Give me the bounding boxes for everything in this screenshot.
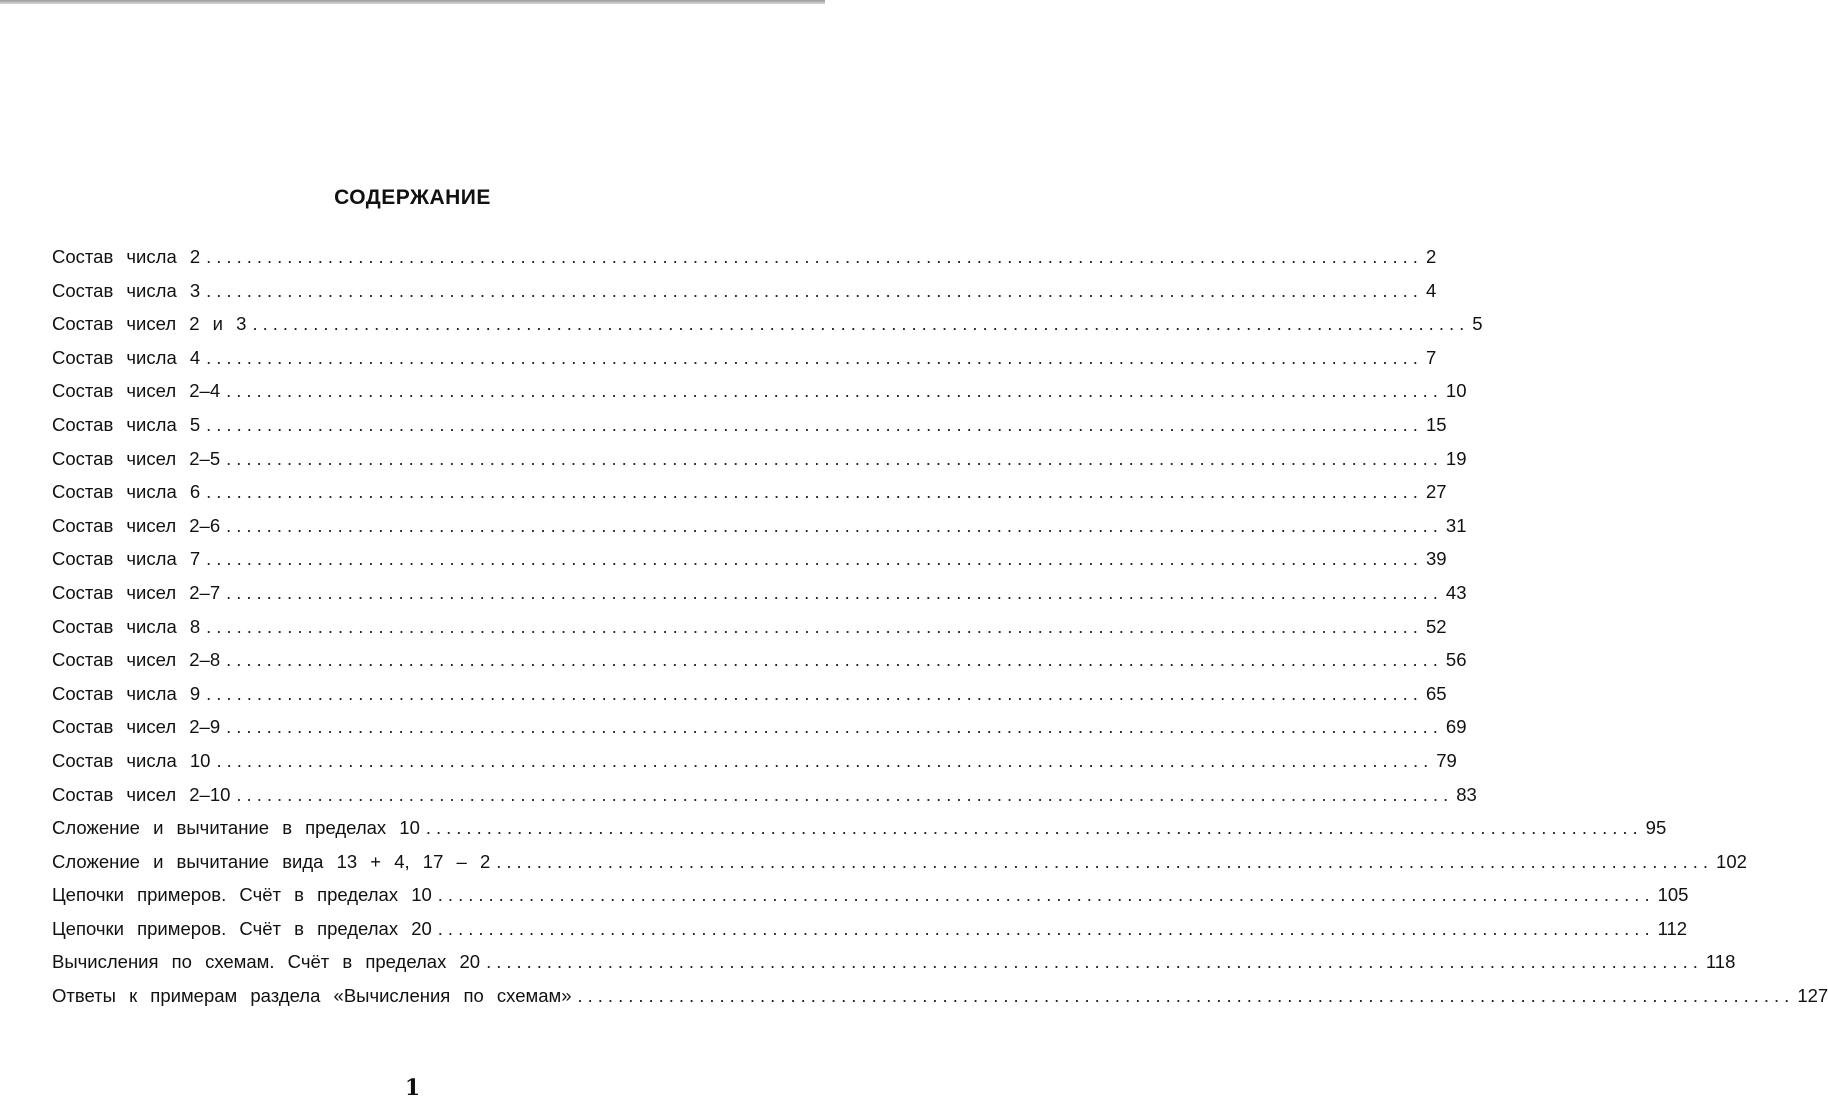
- toc-entry: [52, 744, 1457, 778]
- toc-dot-leader: ........................................................................................................................: [206, 615, 1423, 637]
- toc-entry-title: Состав числа 3: [52, 279, 201, 301]
- toc-entry-title: Состав чисел 2–10: [52, 783, 231, 805]
- toc-entry: [52, 845, 1747, 879]
- toc-entry-title: Состав числа 8: [52, 615, 201, 637]
- toc-entry-page: 127: [1797, 985, 1828, 1007]
- page-top-edge: [0, 0, 825, 4]
- toc-entry-title: Состав числа 4: [52, 346, 201, 368]
- toc-dot-leader: ........................................................................................................................: [226, 514, 1443, 536]
- toc-entry: [52, 811, 1667, 845]
- toc-dot-leader: ........................................................................................................................: [226, 380, 1443, 402]
- toc-entry: [52, 677, 1447, 711]
- toc-entry: [52, 878, 1689, 912]
- toc-entry-page: 19: [1445, 447, 1467, 469]
- toc-entry-title: Состав числа 7: [52, 548, 201, 570]
- toc-entry-title: Состав чисел 2–6: [52, 514, 221, 536]
- toc-entry-title: Сложение и вычитание в пределах 10: [52, 817, 420, 839]
- toc-entry-page: 7: [1425, 346, 1437, 368]
- toc-entry-page: 2: [1425, 246, 1437, 267]
- toc-entry-title: Состав числа 6: [52, 481, 201, 503]
- toc-entry-page: 118: [1705, 951, 1736, 973]
- toc-entry-title: Состав чисел 2 и 3: [52, 313, 247, 335]
- toc-entry-page: 69: [1445, 716, 1467, 738]
- toc-entry: [52, 710, 1467, 744]
- toc-entry-page: 4: [1425, 279, 1437, 301]
- toc-entry-page: 56: [1445, 649, 1467, 671]
- toc-entry: [52, 912, 1688, 946]
- toc-entry: [52, 509, 1467, 543]
- toc-entry-page: 83: [1456, 783, 1477, 805]
- toc-dot-leader: ........................................................................................................................: [206, 346, 1423, 368]
- toc-dot-leader: ........................................................................................................................: [206, 413, 1423, 435]
- toc-dot-leader: ........................................................................................................................: [252, 313, 1470, 335]
- toc-entry-page: 79: [1436, 749, 1457, 771]
- toc-dot-leader: ........................................................................................................................: [206, 481, 1423, 503]
- toc-entry-page: 65: [1425, 682, 1447, 704]
- toc-entry: [52, 374, 1467, 408]
- toc-entry: [52, 408, 1447, 442]
- toc-dot-leader: ........................................................................................................................: [206, 246, 1423, 267]
- toc-entry-page: 27: [1425, 481, 1447, 503]
- toc-dot-leader: ........................................................................................................................: [437, 917, 1655, 939]
- toc-entry-page: 105: [1657, 884, 1689, 906]
- toc-entry-title: Ответы к примерам раздела «Вычисления по схемам»: [52, 985, 572, 1007]
- page-number: 1: [404, 1075, 421, 1101]
- toc-entry: [52, 341, 1437, 375]
- toc-dot-leader: ........................................................................................................................: [226, 447, 1443, 469]
- toc-entry-title: Состав числа 10: [52, 749, 211, 771]
- toc-dot-leader: ........................................................................................................................: [216, 749, 1434, 771]
- toc-dot-leader: ........................................................................................................................: [226, 581, 1443, 603]
- toc-entry-title: Состав чисел 2–4: [52, 380, 221, 402]
- toc-entry-page: 52: [1425, 615, 1447, 637]
- toc-entry: [52, 778, 1477, 812]
- toc-entry-title: Сложение и вычитание вида 13 + 4, 17 – 2: [52, 850, 491, 872]
- toc-entry-title: Цепочки примеров. Счёт в пределах 10: [52, 884, 432, 906]
- toc-entry-title: Состав чисел 2–8: [52, 649, 221, 671]
- toc-entry: [52, 542, 1447, 576]
- toc-dot-leader: ........................................................................................................................: [577, 985, 1795, 1007]
- toc-entry-title: Вычисления по схемам. Счёт в пределах 20: [52, 951, 481, 973]
- toc-dot-leader: ........................................................................................................................: [206, 682, 1423, 704]
- toc-dot-leader: ........................................................................................................................: [236, 783, 1454, 805]
- toc-entry-title: Состав числа 2: [52, 246, 201, 267]
- toc-entry: [52, 240, 1437, 274]
- toc-entry-title: Состав чисел 2–9: [52, 716, 221, 738]
- toc-entry-page: 15: [1425, 413, 1447, 435]
- toc-entry-title: Цепочки примеров. Счёт в пределах 20: [52, 917, 432, 939]
- toc-entry-page: 43: [1445, 581, 1467, 603]
- toc-dot-leader: ........................................................................................................................: [206, 279, 1423, 301]
- toc-dot-leader: ........................................................................................................................: [486, 951, 1703, 973]
- toc-entry: [52, 610, 1447, 644]
- table-of-contents: [52, 240, 1828, 1013]
- toc-entry-title: Состав числа 9: [52, 682, 201, 704]
- toc-entry: [52, 945, 1736, 979]
- toc-entry: [52, 576, 1467, 610]
- toc-dot-leader: ........................................................................................................................: [425, 817, 1643, 839]
- page-title: СОДЕРЖАНИЕ: [334, 186, 491, 209]
- toc-entry: [52, 643, 1467, 677]
- toc-entry-page: 39: [1425, 548, 1447, 570]
- toc-entry: [52, 979, 1828, 1013]
- toc-dot-leader: ........................................................................................................................: [437, 884, 1655, 906]
- toc-entry-page: 10: [1445, 380, 1467, 402]
- toc-entry: [52, 274, 1437, 308]
- toc-entry: [52, 475, 1447, 509]
- toc-entry-title: Состав чисел 2–7: [52, 581, 221, 603]
- toc-entry-page: 31: [1445, 514, 1467, 536]
- toc-entry-title: Состав чисел 2–5: [52, 447, 221, 469]
- toc-dot-leader: ........................................................................................................................: [226, 649, 1443, 671]
- toc-dot-leader: ........................................................................................................................: [206, 548, 1423, 570]
- toc-entry-page: 102: [1716, 850, 1747, 872]
- toc-entry-title: Состав числа 5: [52, 413, 201, 435]
- toc-entry: [52, 442, 1467, 476]
- toc-dot-leader: ........................................................................................................................: [496, 850, 1714, 872]
- toc-dot-leader: ........................................................................................................................: [226, 716, 1443, 738]
- toc-entry-page: 112: [1657, 917, 1688, 939]
- toc-entry-page: 5: [1472, 313, 1483, 335]
- toc-entry-page: 95: [1645, 817, 1667, 839]
- toc-entry: [52, 307, 1483, 341]
